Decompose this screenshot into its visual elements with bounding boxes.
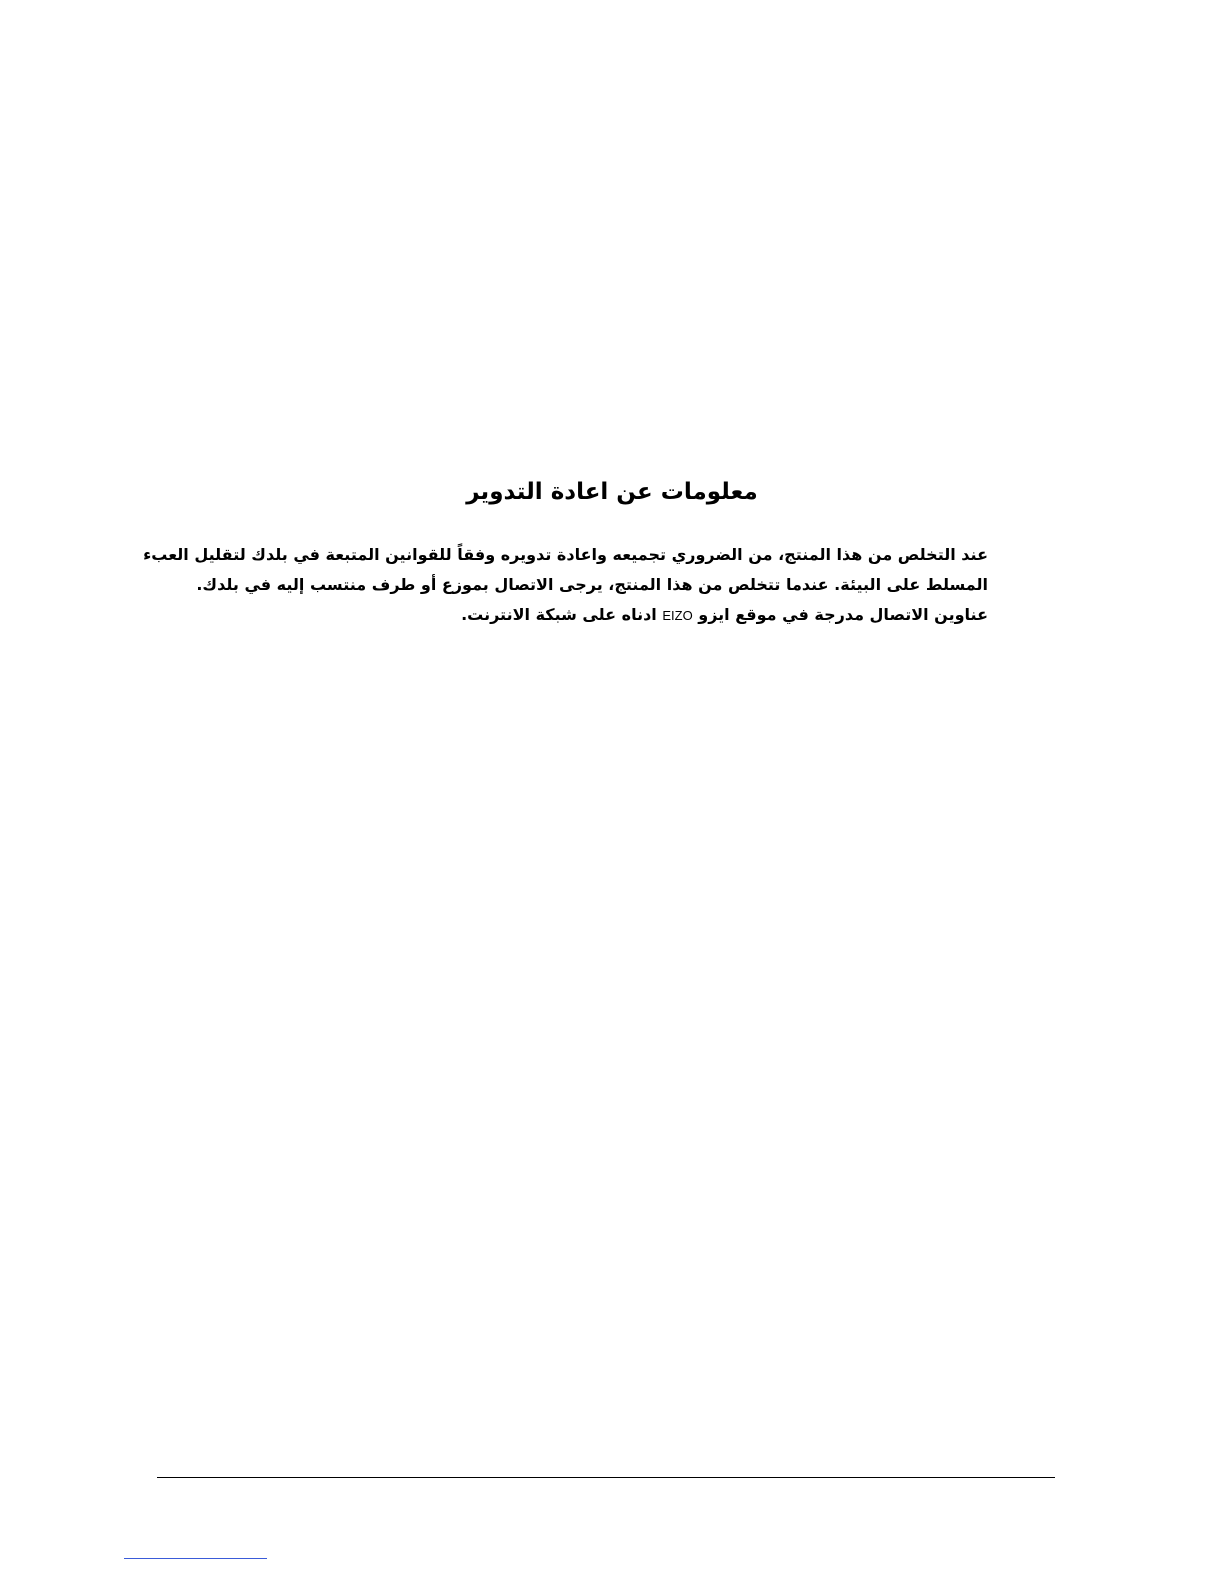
paragraph-line-3-before: عناوين الاتصال مدرجة في موقع ايزو <box>692 605 988 624</box>
footnote-divider <box>124 1558 267 1559</box>
paragraph-line-2: المسلط على البيئة. عندما تتخلص من هذا المنتج، يرجى الاتصال بموزع أو طرف منتسب إليه في بلدك. <box>196 575 988 594</box>
page-title: معلومات عن اعادة التدوير <box>466 479 758 505</box>
paragraph-line-3 <box>178 600 988 631</box>
paragraph-line-3-after: ادناه على شبكة الانترنت. <box>461 605 663 624</box>
recycling-paragraph <box>143 540 988 631</box>
paragraph-line-1: عند التخلص من هذا المنتج، من الضروري تجميعه واعادة تدويره وفقاً للقوانين المتبعة في بلدك لتقليل العبء <box>143 545 988 564</box>
brand-name: EIZO <box>662 608 693 623</box>
footer-divider <box>157 1477 1055 1478</box>
